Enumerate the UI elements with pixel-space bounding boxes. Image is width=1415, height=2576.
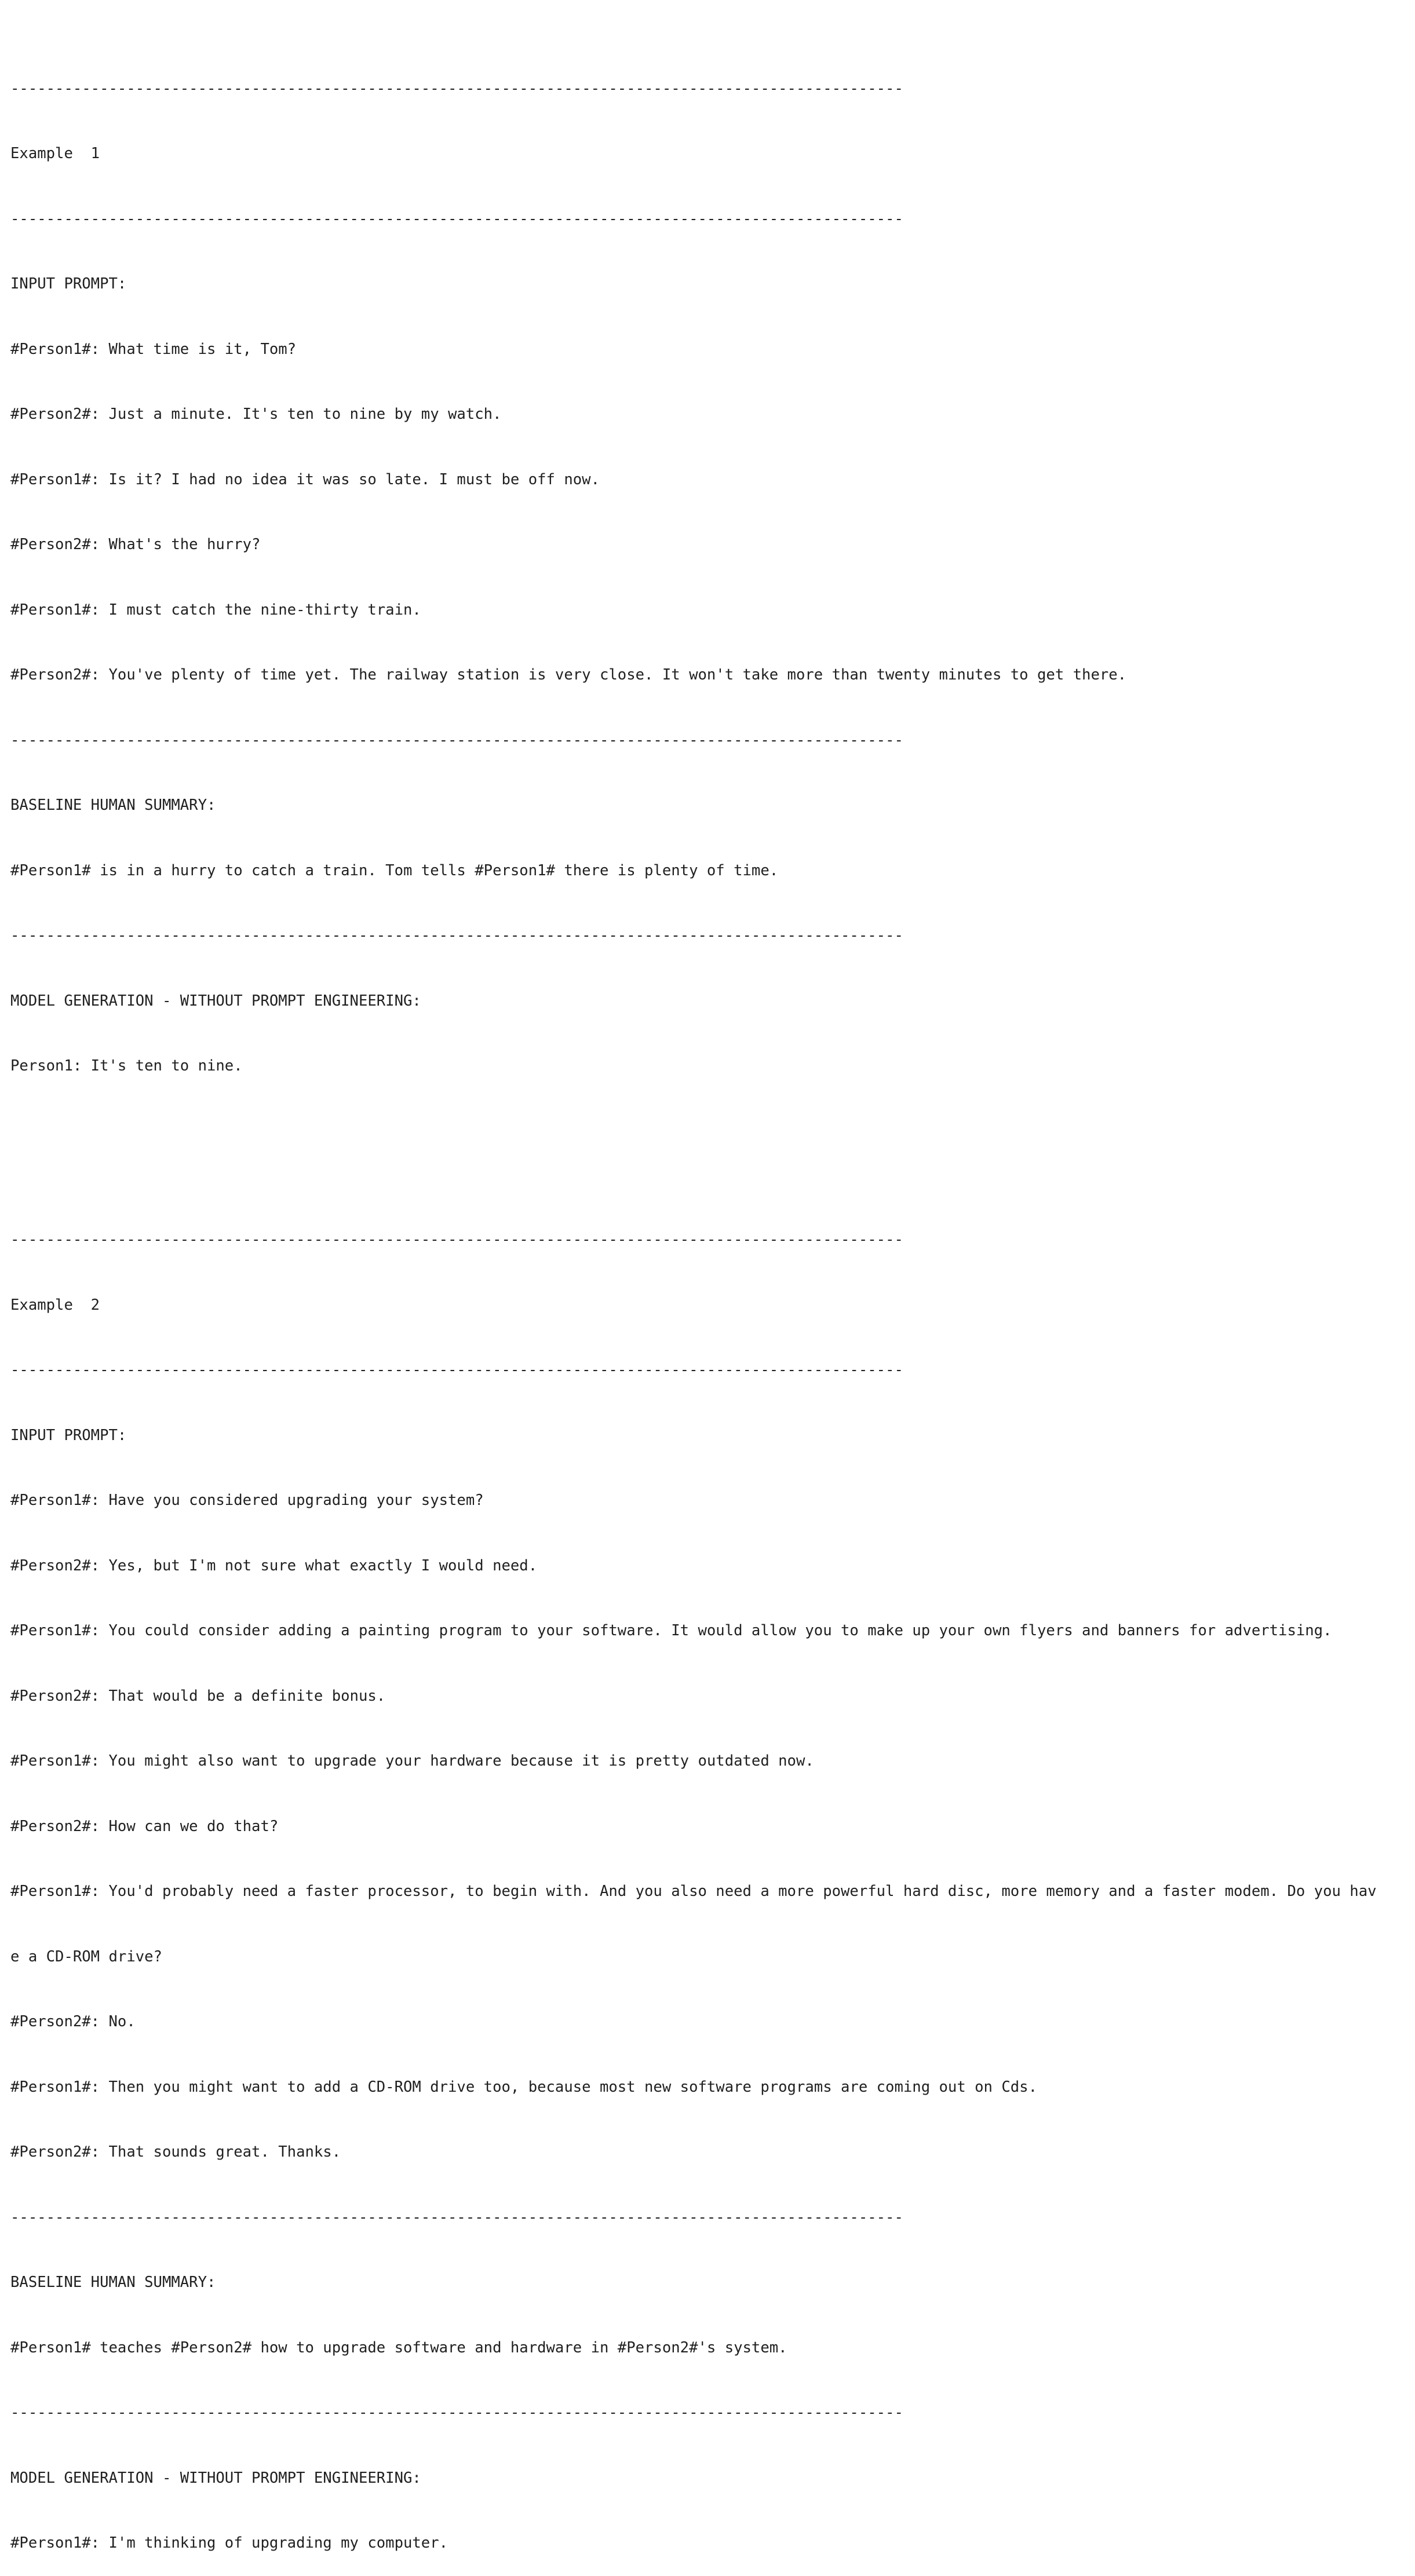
separator-line: ---------------------------------------------------------------------------------------------------- [10, 2208, 903, 2226]
example-2-generation-label: MODEL GENERATION - WITHOUT PROMPT ENGINEERING: [10, 2469, 421, 2487]
dialogue-line: #Person2#: You've plenty of time yet. The railway station is very close. It won't take more than twenty minutes to get there. [10, 666, 1127, 684]
example-1-summary-label: BASELINE HUMAN SUMMARY: [10, 796, 216, 814]
blank-line [10, 1121, 1415, 1143]
dialogue-line-wrap: e a CD-ROM drive? [10, 1947, 162, 1965]
example-1-generation-label: MODEL GENERATION - WITHOUT PROMPT ENGINEERING: [10, 992, 421, 1010]
separator-line: ---------------------------------------------------------------------------------------------------- [10, 210, 903, 228]
dialogue-line: #Person2#: That would be a definite bonus. [10, 1687, 386, 1705]
example-2-header: Example 2 [10, 1296, 100, 1314]
separator-line: ---------------------------------------------------------------------------------------------------- [10, 1231, 903, 1248]
dialogue-line: #Person1#: I must catch the nine-thirty train. [10, 601, 421, 619]
dialogue-line: #Person1#: You might also want to upgrade your hardware because it is pretty outdated now. [10, 1752, 814, 1770]
example-2-summary: #Person1# teaches #Person2# how to upgrade software and hardware in #Person2#'s system. [10, 2339, 787, 2356]
example-1-input-label: INPUT PROMPT: [10, 275, 127, 293]
separator-line: ---------------------------------------------------------------------------------------------------- [10, 1361, 903, 1379]
dialogue-line: #Person2#: Yes, but I'm not sure what exactly I would need. [10, 1556, 538, 1574]
dialogue-line: #Person1#: What time is it, Tom? [10, 340, 297, 358]
dialogue-line: #Person1#: Then you might want to add a CD-ROM drive too, because most new software programs are coming out on Cds. [10, 2078, 1038, 2096]
example-2-summary-label: BASELINE HUMAN SUMMARY: [10, 2274, 216, 2291]
example-1-summary: #Person1# is in a hurry to catch a train. Tom tells #Person1# there is plenty of time. [10, 861, 779, 879]
example-1-generation: Person1: It's ten to nine. [10, 1057, 243, 1075]
dialogue-line: #Person1#: You'd probably need a faster processor, to begin with. And you also need a more powerful hard disc, more memory and a faster modem. Do you hav [10, 1883, 1377, 1900]
dialogue-line: #Person1#: Is it? I had no idea it was so late. I must be off now. [10, 470, 600, 488]
example-2-input-label: INPUT PROMPT: [10, 1426, 127, 1444]
dialogue-line: #Person2#: What's the hurry? [10, 536, 261, 553]
dialogue-line: #Person2#: That sounds great. Thanks. [10, 2143, 341, 2161]
separator-line: ---------------------------------------------------------------------------------------------------- [10, 79, 903, 97]
example-1-header: Example 1 [10, 145, 100, 162]
separator-line: ---------------------------------------------------------------------------------------------------- [10, 927, 903, 944]
separator-line: ---------------------------------------------------------------------------------------------------- [10, 731, 903, 749]
separator-line: ---------------------------------------------------------------------------------------------------- [10, 2404, 903, 2421]
example-2-generation: #Person1#: I'm thinking of upgrading my computer. [10, 2534, 448, 2552]
dialogue-line: #Person2#: Just a minute. It's ten to nine by my watch. [10, 405, 502, 423]
dialogue-line: #Person2#: No. [10, 2013, 136, 2030]
dialogue-line: #Person1#: You could consider adding a painting program to your software. It would allow you to make up your own flyers and banners for advertising. [10, 1622, 1332, 1639]
dialogue-line: #Person1#: Have you considered upgrading your system? [10, 1492, 484, 1509]
dialogue-line: #Person2#: How can we do that? [10, 1817, 279, 1835]
